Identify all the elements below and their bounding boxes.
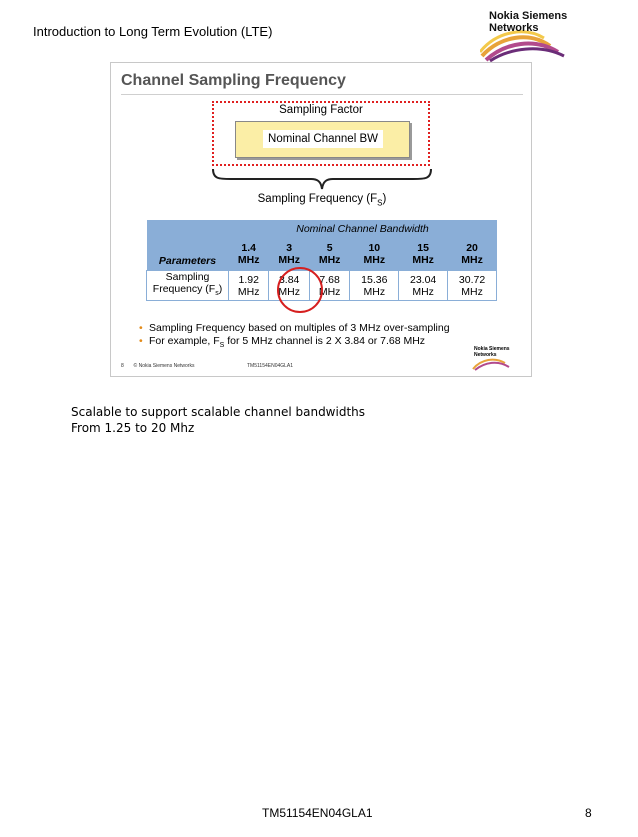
bullet-text: [149, 335, 425, 352]
col-value: 3: [286, 241, 293, 254]
cell-unit: MHz: [318, 285, 341, 298]
cell-unit: MHz: [461, 285, 483, 298]
col-unit: MHz: [461, 253, 483, 266]
table-col-header: [309, 237, 349, 271]
table-cell: [229, 271, 269, 301]
slide-title: Channel Sampling Frequency: [121, 72, 346, 89]
table-row-label: [147, 271, 229, 301]
bullet-icon: •: [139, 335, 143, 347]
cell-value: 15.36: [361, 273, 388, 286]
bullet-item: [139, 322, 450, 335]
small-logo-text: [474, 346, 510, 358]
table-cell: [350, 271, 399, 301]
cell-value: 30.72: [458, 273, 486, 286]
document-header-title: Introduction to Long Term Evolution (LTE): [33, 24, 273, 39]
table-cell: [448, 271, 497, 301]
row-label-sub: s: [215, 290, 219, 298]
logo-line-1: Nokia Siemens: [489, 10, 568, 22]
col-unit: MHz: [318, 253, 341, 266]
col-unit: MHz: [278, 253, 300, 266]
cell-unit: MHz: [278, 285, 300, 298]
sampling-factor-label: Sampling Factor: [279, 104, 363, 116]
col-value: 15: [417, 241, 429, 254]
notes-line-1: Scalable to support scalable channel bandwidths: [71, 405, 366, 419]
highlight-circle: [277, 267, 323, 313]
table-cell: [399, 271, 448, 301]
table-header-row: [147, 237, 497, 271]
cell-unit: MHz: [363, 285, 386, 298]
table-col-header: [229, 237, 269, 271]
row-label-line-2: Frequency (F: [152, 283, 216, 295]
table-param-header: Parameters: [147, 237, 229, 271]
speaker-notes: [71, 404, 365, 436]
nominal-bw-label: Nominal Channel BW: [263, 130, 383, 148]
slide-footer-code: TM51154EN04GLA1: [247, 363, 294, 369]
bullet-icon: •: [139, 322, 143, 334]
col-value: 20: [466, 241, 478, 254]
bullet-list: [139, 322, 450, 352]
col-value: 10: [368, 241, 381, 254]
col-value: 1.4: [241, 241, 257, 254]
slide-copyright: © Nokia Siemens Networks: [133, 363, 195, 369]
col-unit: MHz: [363, 253, 386, 266]
col-unit: MHz: [237, 253, 260, 266]
sampling-frequency-label: [211, 193, 433, 207]
bullet-item: [139, 335, 450, 352]
bullet-text-post: for 5 MHz channel is 2 X 3.84 or 7.68 MHz: [224, 335, 426, 347]
table-col-header: [350, 237, 399, 271]
bullet-text: Sampling Frequency based on multiples of 3 MHz over-sampling: [149, 322, 450, 334]
slide-footer-left: [121, 363, 194, 369]
cell-unit: MHz: [237, 285, 260, 298]
sampling-frequency-close: ): [382, 193, 387, 205]
cell-unit: MHz: [412, 285, 434, 298]
table-group-header-row: [147, 220, 497, 237]
sampling-frequency-sub: S: [377, 198, 383, 208]
slide-title-divider: [121, 94, 523, 95]
table-col-header: [448, 237, 497, 271]
logo-text: [489, 10, 567, 34]
slide-page-number: 8: [121, 363, 124, 369]
logo-line-2: Networks: [489, 22, 539, 34]
bullet-text-pre: For example, F: [149, 335, 220, 347]
col-unit: MHz: [412, 253, 434, 266]
cell-value: 7.68: [319, 273, 340, 286]
col-value: 5: [326, 241, 333, 254]
row-label-line-1: Sampling: [165, 271, 210, 283]
small-logo-line-1: Nokia Siemens: [474, 346, 510, 352]
notes-line-2: From 1.25 to 20 Mhz: [71, 421, 195, 435]
slide-thumbnail: [110, 62, 532, 377]
row-label-close: ): [218, 283, 223, 295]
page-number: 8: [585, 806, 592, 820]
sampling-frequency-text: Sampling Frequency (F: [257, 193, 378, 205]
table-col-header: [269, 237, 309, 271]
bullet-text-sub: S: [219, 342, 225, 350]
table-col-header: [399, 237, 448, 271]
page-footer-code: TM51154EN04GLA1: [262, 806, 373, 820]
table-group-header-blank: [147, 220, 229, 237]
curly-brace-icon: [211, 167, 433, 191]
small-logo-line-2: Networks: [474, 352, 497, 358]
cell-value: 23.04: [410, 273, 437, 286]
table-group-header: Nominal Channel Bandwidth: [229, 220, 497, 237]
cell-value: 3.84: [278, 273, 300, 286]
cell-value: 1.92: [238, 273, 259, 286]
